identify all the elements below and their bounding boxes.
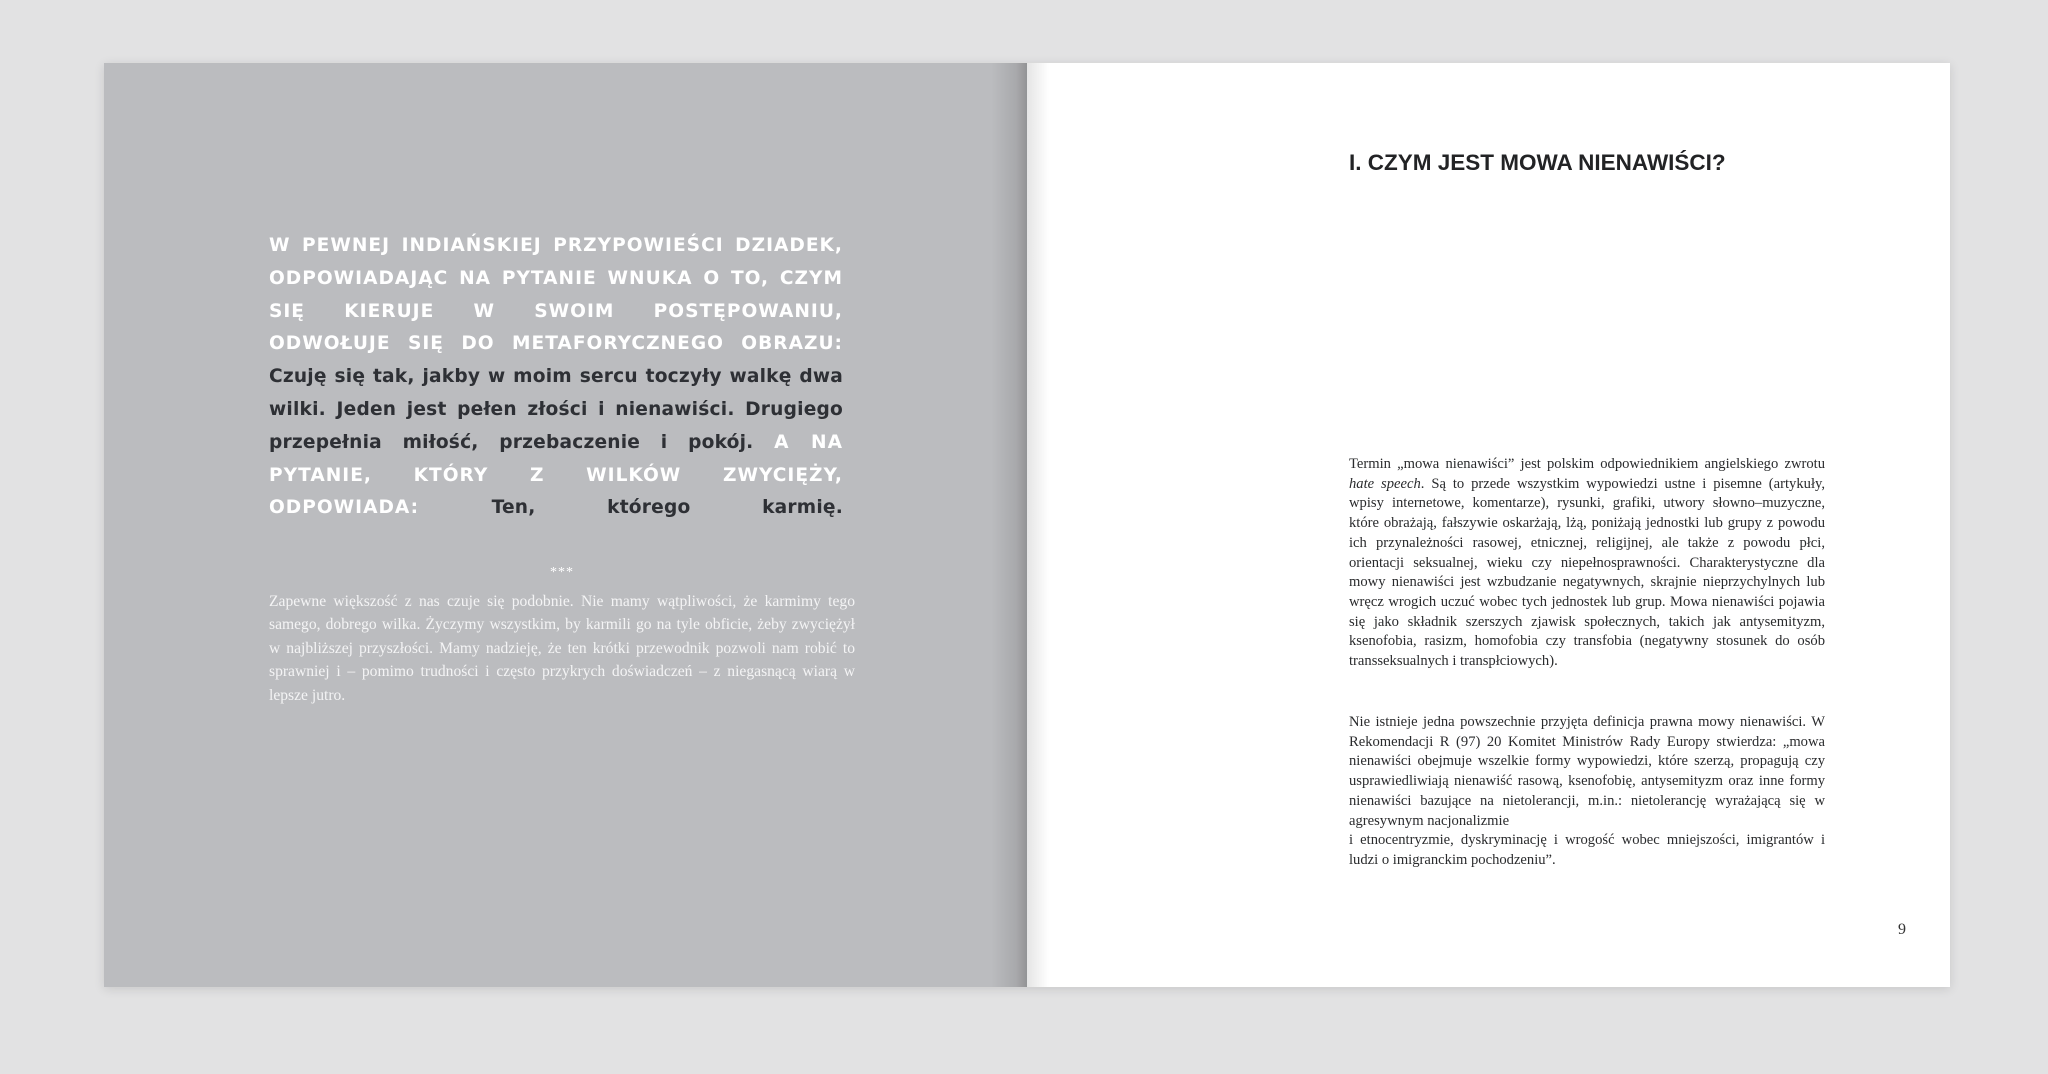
book-spread	[104, 63, 1950, 987]
definition-text-start: Termin „mowa nienawiści” jest polskim odpowiednikiem angielskiego zwrotu	[1349, 456, 1825, 472]
left-page	[104, 63, 1027, 987]
legal-definition-line-2: i etnocentryzmie, dyskryminację i wrogość wobec mniejszości, imigrantów i ludzi o imigranckim pochodzeniu”.	[1349, 832, 1825, 868]
section-separator: ***	[550, 565, 574, 580]
opening-quote	[269, 230, 843, 525]
hate-speech-term: hate speech	[1349, 475, 1421, 492]
legal-definition-paragraph	[1349, 713, 1825, 871]
chapter-title: I. CZYM JEST MOWA NIENAWIŚCI?	[1349, 150, 1726, 175]
page-number: 9	[1898, 921, 1906, 938]
definition-text-end: . Są to przede wszystkim wypowiedzi ustne i pisemne (artykuły, wpisy internetowe, komentarze), rysunki, grafiki, utwory słowno–muzyczne, które obrażają, fałszywie oskarżają, lżą, poniżają jednostki lub grupy z powodu ich przynależności rasowej, etnicznej, religijnej, ale także z powodu płci, orientacji seksualnej, wieku czy niepełnosprawności. Charakterystyczne dla mowy nienawiści jest wzbudzanie negatywnych, skrajnie nieprzychylnych lub wręcz wrogich uczuć wobec tych jednostek lub grup. Mowa nienawiści pojawia się jako składnik szerszych zjawisk społecznych, takich jak antysemityzm, ksenofobia, rasizm, homofobia czy transfobia (negatywny stosunek do osób transseksualnych i transpłciowych).	[1349, 475, 1826, 670]
quote-grandfather-words: Czuję się tak, jakby w moim sercu toczyły walkę dwa wilki. Jeden jest pełen złości i nienawiści. Drugiego przepełnia miłość, przebaczenie i pokój.	[269, 366, 843, 453]
right-page	[1027, 63, 1950, 987]
definition-paragraph	[1349, 455, 1825, 672]
quote-intro: W PEWNEJ INDIAŃSKIEJ PRZYPOWIEŚCI DZIADEK, ODPOWIADAJĄC NA PYTANIE WNUKA O TO, CZYM SIĘ KIERUJE W SWOIM POSTĘPOWANIU, ODWOŁUJE SIĘ DO METAFORYCZNEGO OBRAZU:	[269, 235, 843, 355]
left-paragraph: Zapewne większość z nas czuje się podobnie. Nie mamy wątpliwości, że karmimy tego samego, dobrego wilka. Życzymy wszystkim, by karmili go na tyle obficie, żeby zwyciężył w najbliższej przyszłości. Mamy nadzieję, że ten krótki przewodnik pozwoli nam robić to sprawniej i – pomimo trudności i często przykrych doświadczeń – z niegasnącą wiarą w lepsze jutro.	[269, 593, 855, 704]
legal-definition-line-1: Nie istnieje jedna powszechnie przyjęta definicja prawna mowy nienawiści. W Rekomendacji R (97) 20 Komitet Ministrów Rady Europy stwierdza: „mowa nienawiści obejmuje wszelkie formy wypowiedzi, które szerzą, propagują czy usprawiedliwiają nienawiść rasową, ksenofobię, antysemityzm oraz inne formy nienawiści bazujące na nietolerancji, m.in.: nietolerancję wyrażającą się w agresywnym nacjonalizmie	[1349, 714, 1825, 829]
quote-answer: Ten, którego karmię.	[491, 497, 843, 519]
quote-question: A NA PYTANIE, KTÓRY Z WILKÓW ZWYCIĘŻY, ODPOWIADA:	[269, 431, 843, 519]
gutter-shadow-right	[1027, 63, 1049, 987]
gutter-shadow	[991, 63, 1027, 987]
